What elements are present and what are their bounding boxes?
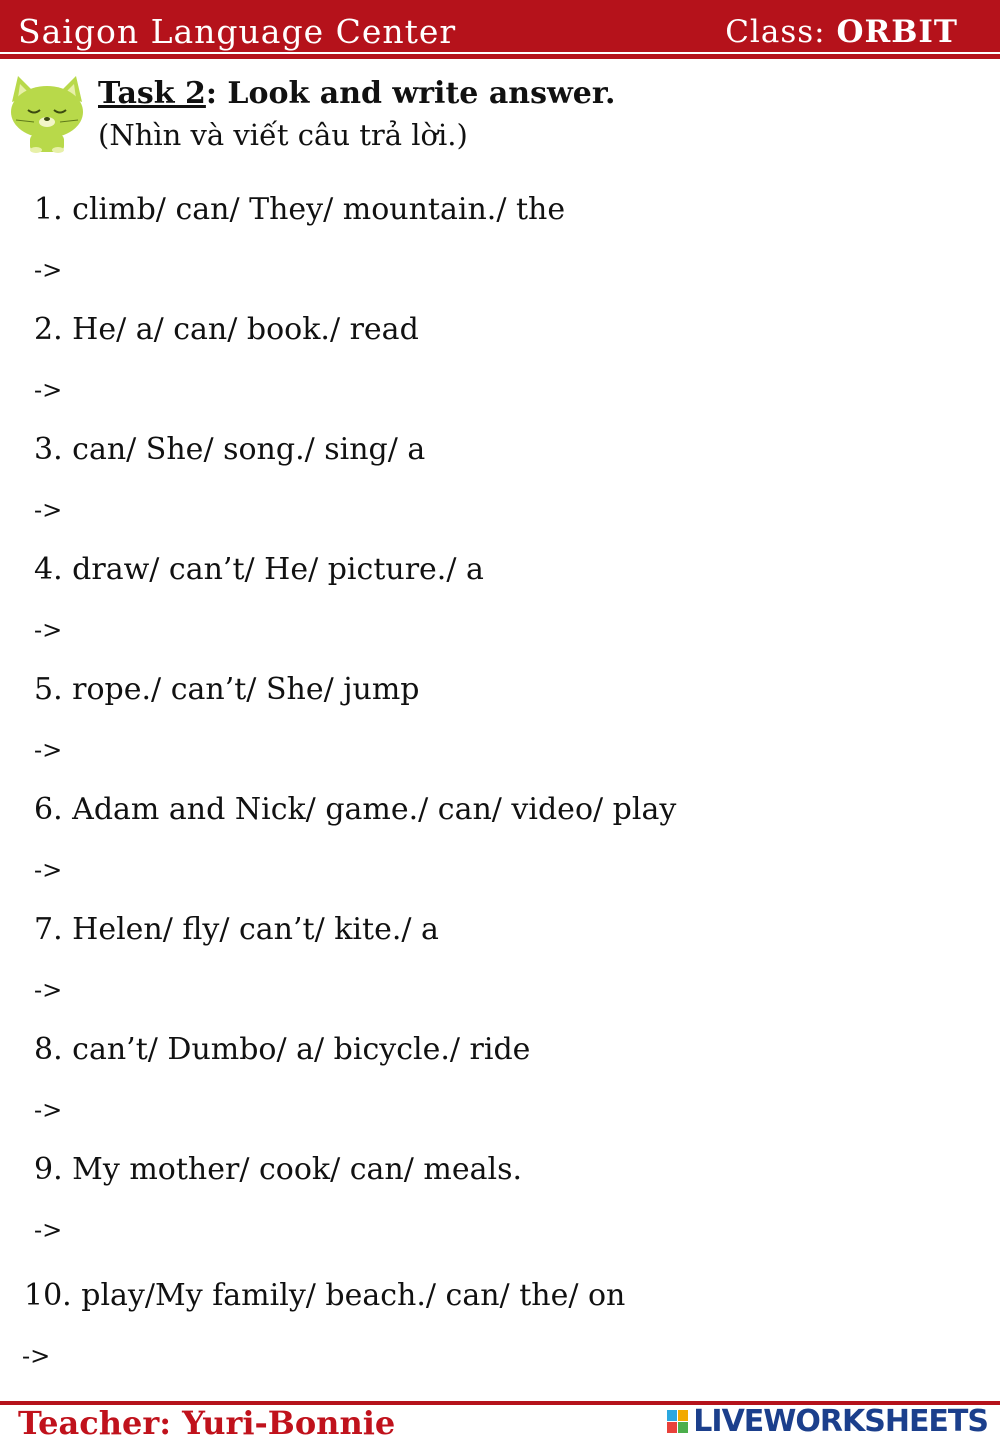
answer-arrow-10[interactable]: ->: [22, 1342, 51, 1370]
question-2: 2. He/ a/ can/ book./ read: [34, 312, 419, 347]
answer-arrow-8[interactable]: ->: [34, 1096, 63, 1124]
answer-arrow-2[interactable]: ->: [34, 376, 63, 404]
liveworksheets-logo-icon: [667, 1409, 689, 1435]
answer-arrow-4[interactable]: ->: [34, 616, 63, 644]
brand-name: LIVEWORKSHEETS: [693, 1404, 988, 1439]
class-info: [725, 14, 958, 50]
task-title: [98, 76, 615, 111]
question-3: 3. can/ She/ song./ sing/ a: [34, 432, 426, 467]
header-divider: [0, 54, 1000, 59]
task-instruction: : Look and write answer.: [205, 76, 616, 111]
answer-arrow-5[interactable]: ->: [34, 736, 63, 764]
question-5: 5. rope./ can’t/ She/ jump: [34, 672, 420, 707]
question-9: 9. My mother/ cook/ can/ meals.: [34, 1152, 522, 1187]
answer-arrow-9[interactable]: ->: [34, 1216, 63, 1244]
class-name: ORBIT: [836, 14, 958, 50]
task-subtitle: (Nhìn và viết câu trả lời.): [98, 118, 468, 152]
header-bar: [0, 0, 1000, 52]
brand[interactable]: [667, 1404, 988, 1439]
class-label: Class:: [725, 14, 826, 50]
teacher-name: Teacher: Yuri-Bonnie: [18, 1404, 396, 1442]
question-1: 1. climb/ can/ They/ mountain./ the: [34, 192, 566, 227]
green-cat-icon: [6, 72, 88, 154]
question-10: 10. play/My family/ beach./ can/ the/ on: [24, 1278, 626, 1313]
answer-arrow-1[interactable]: ->: [34, 256, 63, 284]
answer-arrow-7[interactable]: ->: [34, 976, 63, 1004]
answer-arrow-6[interactable]: ->: [34, 856, 63, 884]
task-label: Task 2: [98, 76, 206, 111]
question-8: 8. can’t/ Dumbo/ a/ bicycle./ ride: [34, 1032, 531, 1067]
question-7: 7. Helen/ fly/ can’t/ kite./ a: [34, 912, 439, 947]
answer-arrow-3[interactable]: ->: [34, 496, 63, 524]
question-6: 6. Adam and Nick/ game./ can/ video/ play: [34, 792, 677, 827]
school-name: Saigon Language Center: [18, 12, 457, 51]
question-4: 4. draw/ can’t/ He/ picture./ a: [34, 552, 484, 587]
